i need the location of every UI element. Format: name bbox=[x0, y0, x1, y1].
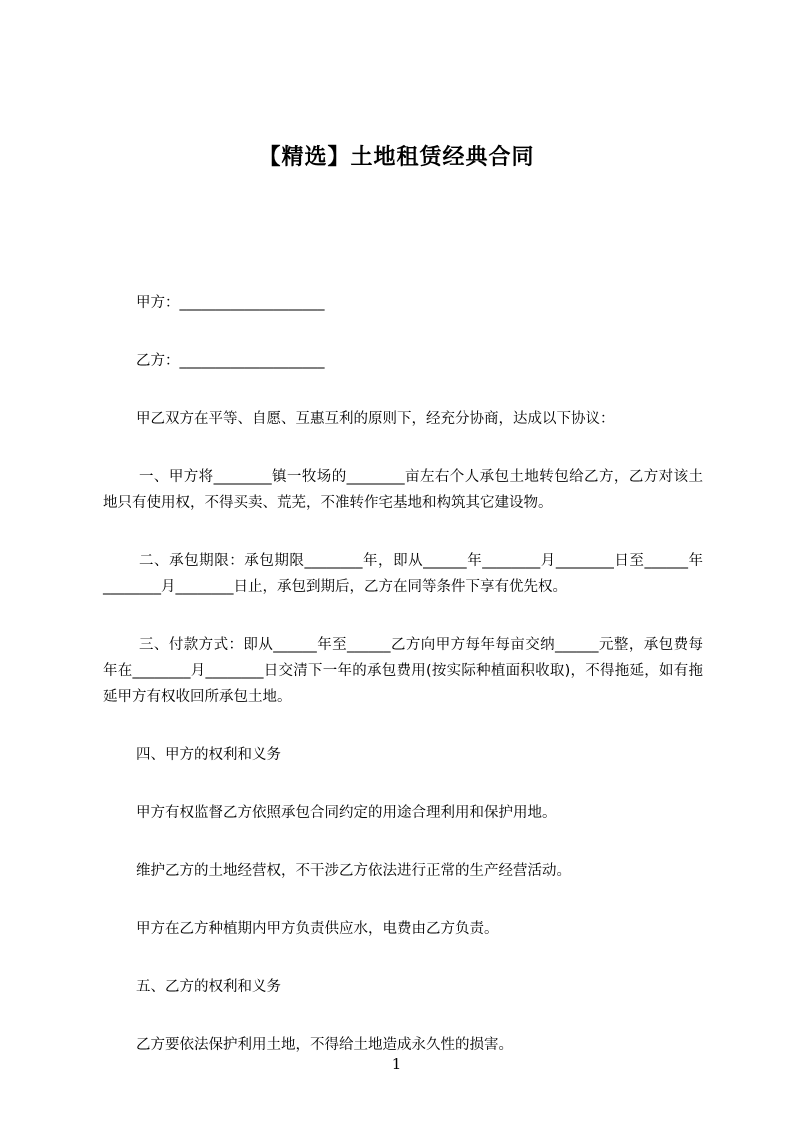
document-title: 【精选】土地租赁经典合同 bbox=[258, 145, 535, 170]
document-body bbox=[103, 290, 703, 1090]
clause-4-item-3: 甲方在乙方种植期内甲方负责供应水，电费由乙方负责。 bbox=[136, 921, 499, 937]
preamble-paragraph: 甲乙双方在平等、自愿、互惠互利的原则下，经充分协商，达成以下协议： bbox=[136, 411, 615, 427]
clause-4-heading: 四、甲方的权利和义务 bbox=[136, 747, 281, 763]
party-a-line: 甲方：____________________ bbox=[136, 295, 325, 311]
clause-4-item-1: 甲方有权监督乙方依照承包合同约定的用途合理利用和保护用地。 bbox=[136, 805, 557, 821]
party-b-line: 乙方：____________________ bbox=[136, 353, 325, 369]
clause-1-paragraph: 一、甲方将________镇一牧场的________亩左右个人承包土地转包给乙方，乙方对该土地只有使用权，不得买卖、荒芜，不准转作宅基地和构筑其它建设物。 bbox=[103, 469, 703, 511]
clause-3-paragraph: 三、付款方式：即从______年至______乙方向甲方每年每亩交纳______元整，承包费每年在________月________日交清下一年的承包费用(按实际种植面积收取)，不得拖延，如有拖延甲方有权收回所承包土地。 bbox=[103, 637, 703, 705]
clause-2-paragraph: 二、承包期限：承包期限________年，即从______年________月________日至______年________月________日止，承包到期后，乙方在同等条件下享有优先权。 bbox=[103, 553, 703, 595]
clause-4-item-2: 维护乙方的土地经营权，不干涉乙方依法进行正常的生产经营活动。 bbox=[136, 863, 571, 879]
page-number: 1 bbox=[391, 1055, 402, 1073]
clause-5-heading: 五、乙方的权利和义务 bbox=[136, 979, 281, 995]
clause-5-item-1: 乙方要依法保护利用土地，不得给土地造成永久性的损害。 bbox=[136, 1037, 513, 1053]
